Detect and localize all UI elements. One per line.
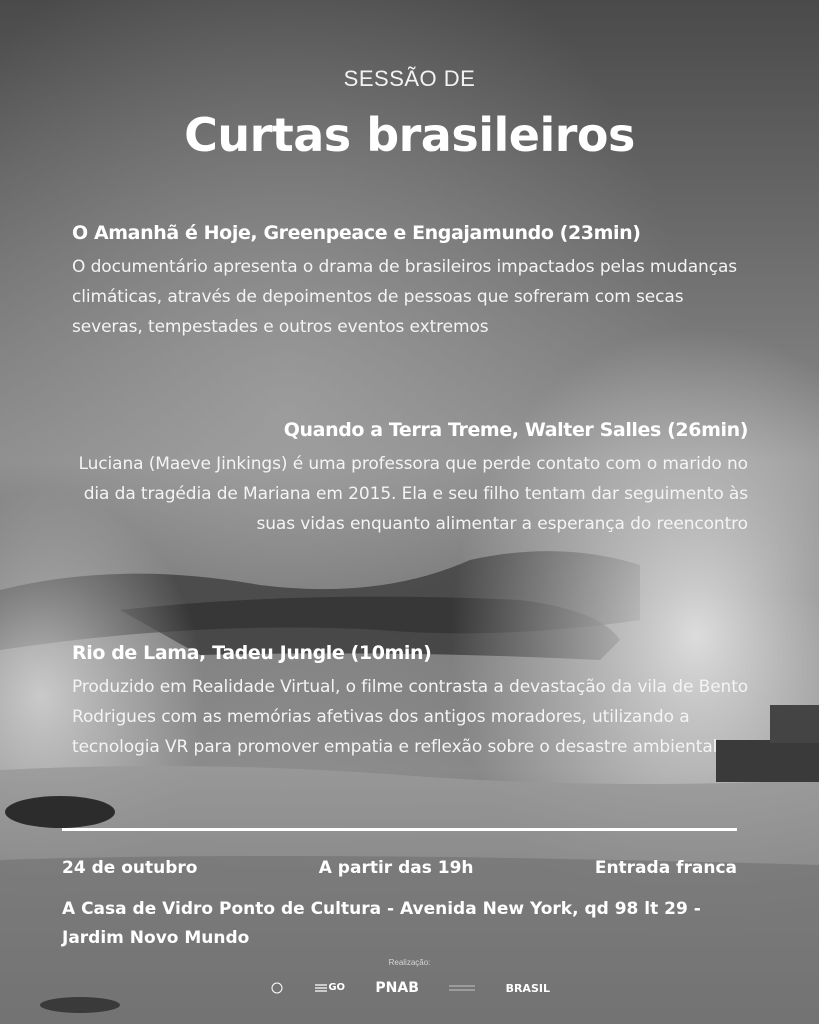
film-heading: Rio de Lama, Tadeu Jungle (10min) — [72, 642, 432, 664]
pnab-logo-text: PNAB — [375, 980, 419, 996]
event-entry: Entrada franca — [594, 858, 737, 878]
film-heading: Quando a Terra Treme, Walter Salles (26min) — [283, 419, 748, 441]
event-time: A partir das 19h — [318, 858, 474, 878]
goias-logo-text: GO — [328, 982, 346, 993]
film-description: Luciana (Maeve Jinkings) é uma professora que perde contato com o marido no dia da tragédia de Mariana em 2015. Ela e seu filho tentam dar seguimento às suas vidas enquanto alimentar a esperança do reencontro — [78, 454, 748, 534]
film-entry — [72, 220, 752, 342]
sponsor-logos — [270, 976, 550, 1000]
film-description: Produzido em Realidade Virtual, o filme contrasta a devastação da vila de Bento Rodrigues com as memórias afetivas dos antigos moradores, utilizando a tecnologia VR para promover empatia e reflexão sobre o desastre ambiental — [72, 677, 749, 757]
event-info-row — [62, 858, 737, 878]
small-crest-icon — [270, 981, 284, 995]
film-description: O documentário apresenta o drama de brasileiros impactados pelas mudanças climáticas, através de depoimentos de pessoas que sofreram com secas severas, tempestades e outros eventos extremos — [72, 257, 738, 337]
sponsor-label: Realização: — [388, 958, 431, 967]
film-entry — [72, 640, 752, 762]
event-date: 24 de outubro — [62, 858, 198, 878]
goias-logo — [314, 982, 345, 994]
brasil-logo — [506, 982, 550, 995]
pnab-logo — [375, 980, 418, 996]
film-heading: O Amanhã é Hoje, Greenpeace e Engajamundo (23min) — [72, 222, 641, 244]
film-entry — [68, 417, 748, 539]
brasil-logo-text: BRASIL — [505, 981, 550, 995]
session-kicker: SESSÃO DE — [343, 66, 476, 91]
page-title: Curtas brasileiros — [184, 108, 635, 162]
ministry-logo-icon — [449, 983, 475, 993]
event-address: A Casa de Vidro Ponto de Cultura - Avenida New York, qd 98 lt 29 - Jardim Novo Mundo — [62, 899, 701, 948]
divider — [62, 828, 737, 831]
